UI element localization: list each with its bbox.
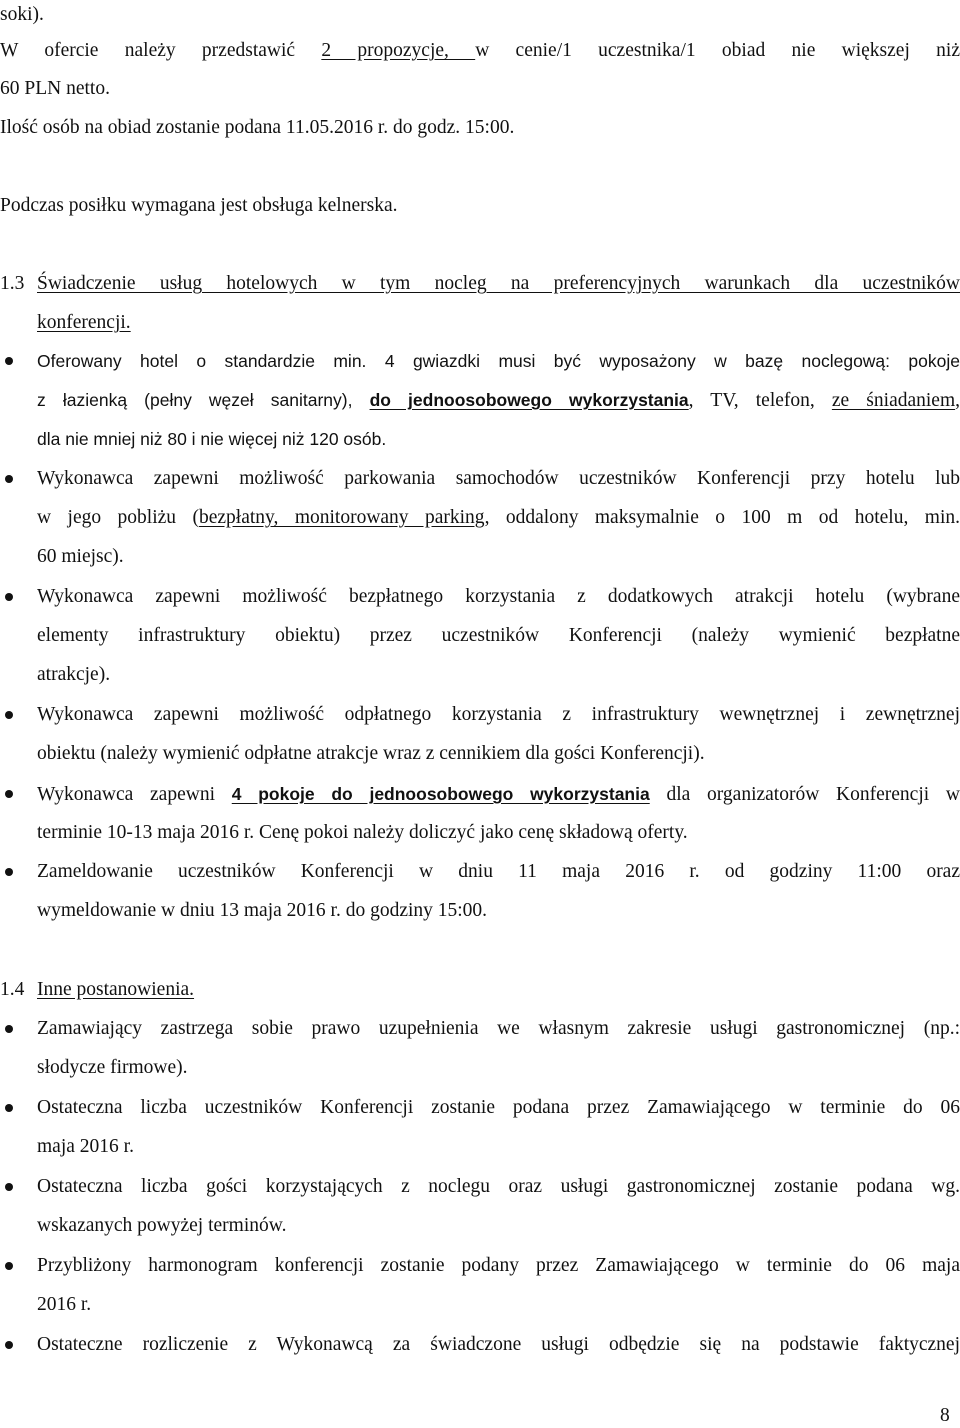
paid-infrastructure-line-1: Wykonawca zapewni możliwość odpłatnego korzystania z infrastruktury wewnętrznej i zewnętrznej (37, 704, 960, 725)
checkin-line-1: Zameldowanie uczestników Konferencji w dniu 11 maja 2016 r. od godziny 11:00 oraz (37, 861, 960, 882)
parking-distance-text: , oddalony maksymalnie o 100 m od hotelu, min. (484, 507, 960, 528)
section-14-heading: Inne postanowienia. (37, 979, 195, 1000)
bullet-icon (5, 1104, 13, 1112)
schedule-line-1: Przybliżony harmonogram konferencji zostanie podany przez Zamawiającego w terminie do 06 maja (37, 1255, 960, 1276)
hotel-capacity-text: dla nie mniej niż 80 i nie więcej niż 120 osób. (37, 429, 387, 449)
bullet-icon (5, 868, 13, 876)
waiter-service-note: Podczas posiłku wymagana jest obsługa kelnerska. (0, 195, 398, 216)
parking-line-1: Wykonawca zapewni możliwość parkowania samochodów uczestników Konferencji przy hotelu lub (37, 468, 960, 489)
page-number: 8 (940, 1405, 950, 1426)
checkin-line-2: wymeldowanie w dniu 13 maja 2016 r. do godziny 15:00. (37, 900, 488, 921)
organizer-rooms-text-start: Wykonawca zapewni (37, 784, 232, 805)
bullet-icon (5, 1025, 13, 1033)
offer-proposals-count: 2 propozycje, (321, 40, 476, 61)
organizer-rooms-emphasis: 4 pokoje do jednoosobowego wykorzystania (231, 784, 650, 804)
settlement-line-1: Ostateczne rozliczenie z Wykonawcą za świadczone usługi odbędzie się na podstawie faktycznej (37, 1334, 960, 1355)
parking-line-2 (37, 504, 960, 532)
offer-line-1 (0, 37, 960, 65)
organizer-rooms-text-end: dla organizatorów Konferencji w (649, 784, 960, 805)
schedule-line-2: 2016 r. (37, 1294, 92, 1315)
bullet-icon (5, 1341, 13, 1349)
lunch-count-deadline: Ilość osób na obiad zostanie podana 11.05.2016 r. do godz. 15:00. (0, 117, 515, 138)
free-attractions-line-1: Wykonawca zapewni możliwość bezpłatnego korzystania z dodatkowych atrakcji hotelu (wybrane (37, 586, 960, 607)
hotel-standard-text: Oferowany hotel o standardzie min. 4 gwiazdki musi być wyposażony w bazę noclegową: pokoje (37, 351, 960, 371)
single-occupancy-emphasis: do jednoosobowego wykorzystania (369, 390, 689, 410)
bullet-icon (5, 357, 13, 365)
bullet-icon (5, 593, 13, 601)
offer-text-start: W ofercie należy przedstawić (0, 40, 322, 61)
reserve-line-1: Zamawiający zastrzega sobie prawo uzupełnienia we własnym zakresie usługi gastronomicznej (np.: (37, 1018, 960, 1039)
final-count-line-1: Ostateczna liczba uczestników Konferencji zostanie podana przez Zamawiającego w terminie do 06 (37, 1097, 960, 1118)
section-13-heading-cont: konferencji. (37, 312, 131, 333)
free-parking-emphasis: bezpłatny, monitorowany parking (198, 507, 485, 528)
section-14-number: 1.4 (0, 979, 25, 1000)
section-13-heading: Świadczenie usług hotelowych w tym nocleg na preferencyjnych warunkach dla uczestników (37, 273, 960, 294)
bullet-icon (5, 475, 13, 483)
offer-line-2: 60 PLN netto. (0, 78, 110, 99)
free-attractions-line-2: elementy infrastruktury obiektu) przez uczestników Konferencji (należy wymienić bezpłatne (37, 625, 960, 646)
comma: , (955, 390, 960, 411)
bullet-icon (5, 1183, 13, 1191)
hotel-amenities-text: , TV, telefon, (688, 390, 832, 411)
reserve-line-2: słodycze firmowe). (37, 1057, 188, 1078)
section-13-number: 1.3 (0, 273, 25, 294)
paid-infrastructure-line-2: obiektu (należy wymienić odpłatne atrakcje wraz z cennikiem dla gości Konferencji). (37, 743, 705, 764)
hotel-standard-line-1 (37, 347, 960, 375)
previous-page-fragment: soki). (0, 4, 44, 25)
breakfast-emphasis: ze śniadaniem (831, 390, 956, 411)
organizer-rooms-line-2: terminie 10-13 maja 2016 r. Cenę pokoi należy doliczyć jako cenę składową oferty. (37, 822, 688, 843)
offer-text-end: w cenie/1 uczestnika/1 obiad nie większej niż (475, 40, 960, 61)
bullet-icon (5, 1262, 13, 1270)
hotel-bathroom-text: z łazienką (pełny węzeł sanitarny), (37, 390, 370, 410)
parking-vicinity-text: w jego pobliżu ( (37, 507, 199, 528)
final-count-line-2: maja 2016 r. (37, 1136, 134, 1157)
hotel-standard-line-2 (37, 386, 960, 414)
organizer-rooms-line-1 (37, 780, 960, 808)
free-attractions-line-3: atrakcje). (37, 664, 111, 685)
hotel-standard-line-3 (37, 425, 960, 453)
guest-count-line-2: wskazanych powyżej terminów. (37, 1215, 287, 1236)
parking-line-3: 60 miejsc). (37, 546, 124, 567)
guest-count-line-1: Ostateczna liczba gości korzystających z noclegu oraz usługi gastronomicznej zostanie podana wg. (37, 1176, 960, 1197)
bullet-icon (5, 790, 13, 798)
bullet-icon (5, 711, 13, 719)
